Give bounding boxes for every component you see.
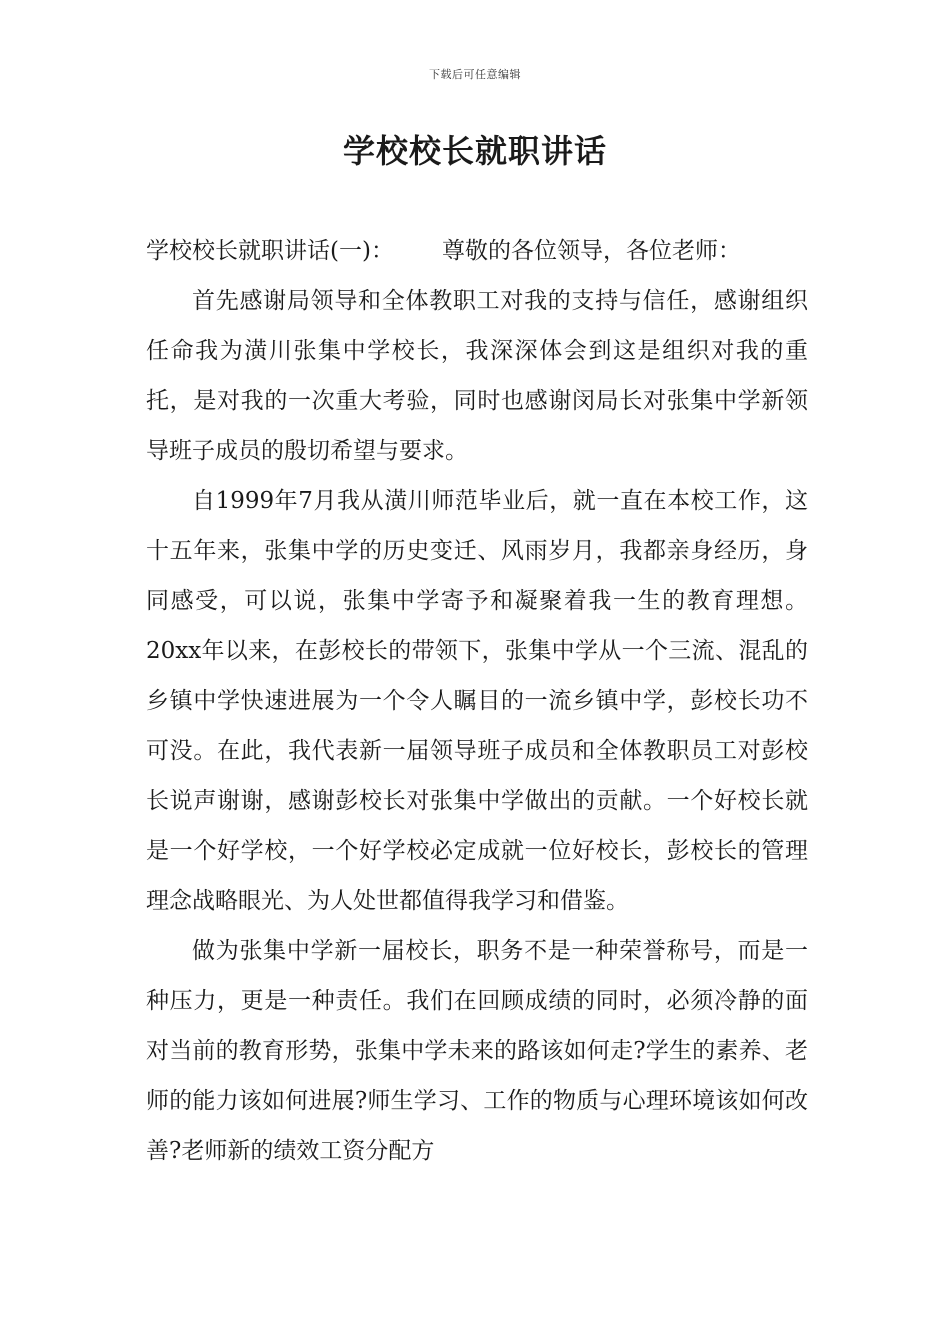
paragraph: 自1999年7月我从潢川师范毕业后，就一直在本校工作，这十五年来，张集中学的历史变迁、风雨岁月，我都亲身经历，身同感受，可以说，张集中学寄予和凝聚着我一生的教育理想。20xx年以来，在彭校长的带领下，张集中学从一个三流、混乱的乡镇中学快速进展为一个令人瞩目的一流乡镇中学，彭校长功不可没。在此，我代表新一届领导班子成员和全体教职员工对彭校长说声谢谢，感谢彭校长对张集中学做出的贡献。一个好校长就是一个好学校，一个好学校必定成就一位好校长，彭校长的管理理念战略眼光、为人处世都值得我学习和借鉴。 [146, 488, 808, 914]
intro-label: 学校校长就职讲话(一)： [146, 238, 394, 264]
intro-line [146, 226, 808, 276]
document-title: 学校校长就职讲话 [342, 132, 607, 170]
paragraph: 首先感谢局领导和全体教职工对我的支持与信任，感谢组织任命我为潢川张集中学校长，我深深体会到这是组织对我的重托，是对我的一次重大考验，同时也感谢闵局长对张集中学新领导班子成员的殷切希望与要求。 [146, 288, 808, 464]
header-note: 下载后可任意编辑 [429, 68, 521, 81]
salutation: 尊敬的各位领导，各位老师： [441, 238, 741, 264]
paragraph: 做为张集中学新一届校长，职务不是一种荣誉称号，而是一种压力，更是一种责任。我们在回顾成绩的同时，必须冷静的面对当前的教育形势，张集中学未来的路该如何走?学生的素养、老师的能力该如何进展?师生学习、工作的物质与心理环境该如何改善?老师新的绩效工资分配方 [146, 938, 808, 1164]
document-body [146, 226, 808, 1176]
